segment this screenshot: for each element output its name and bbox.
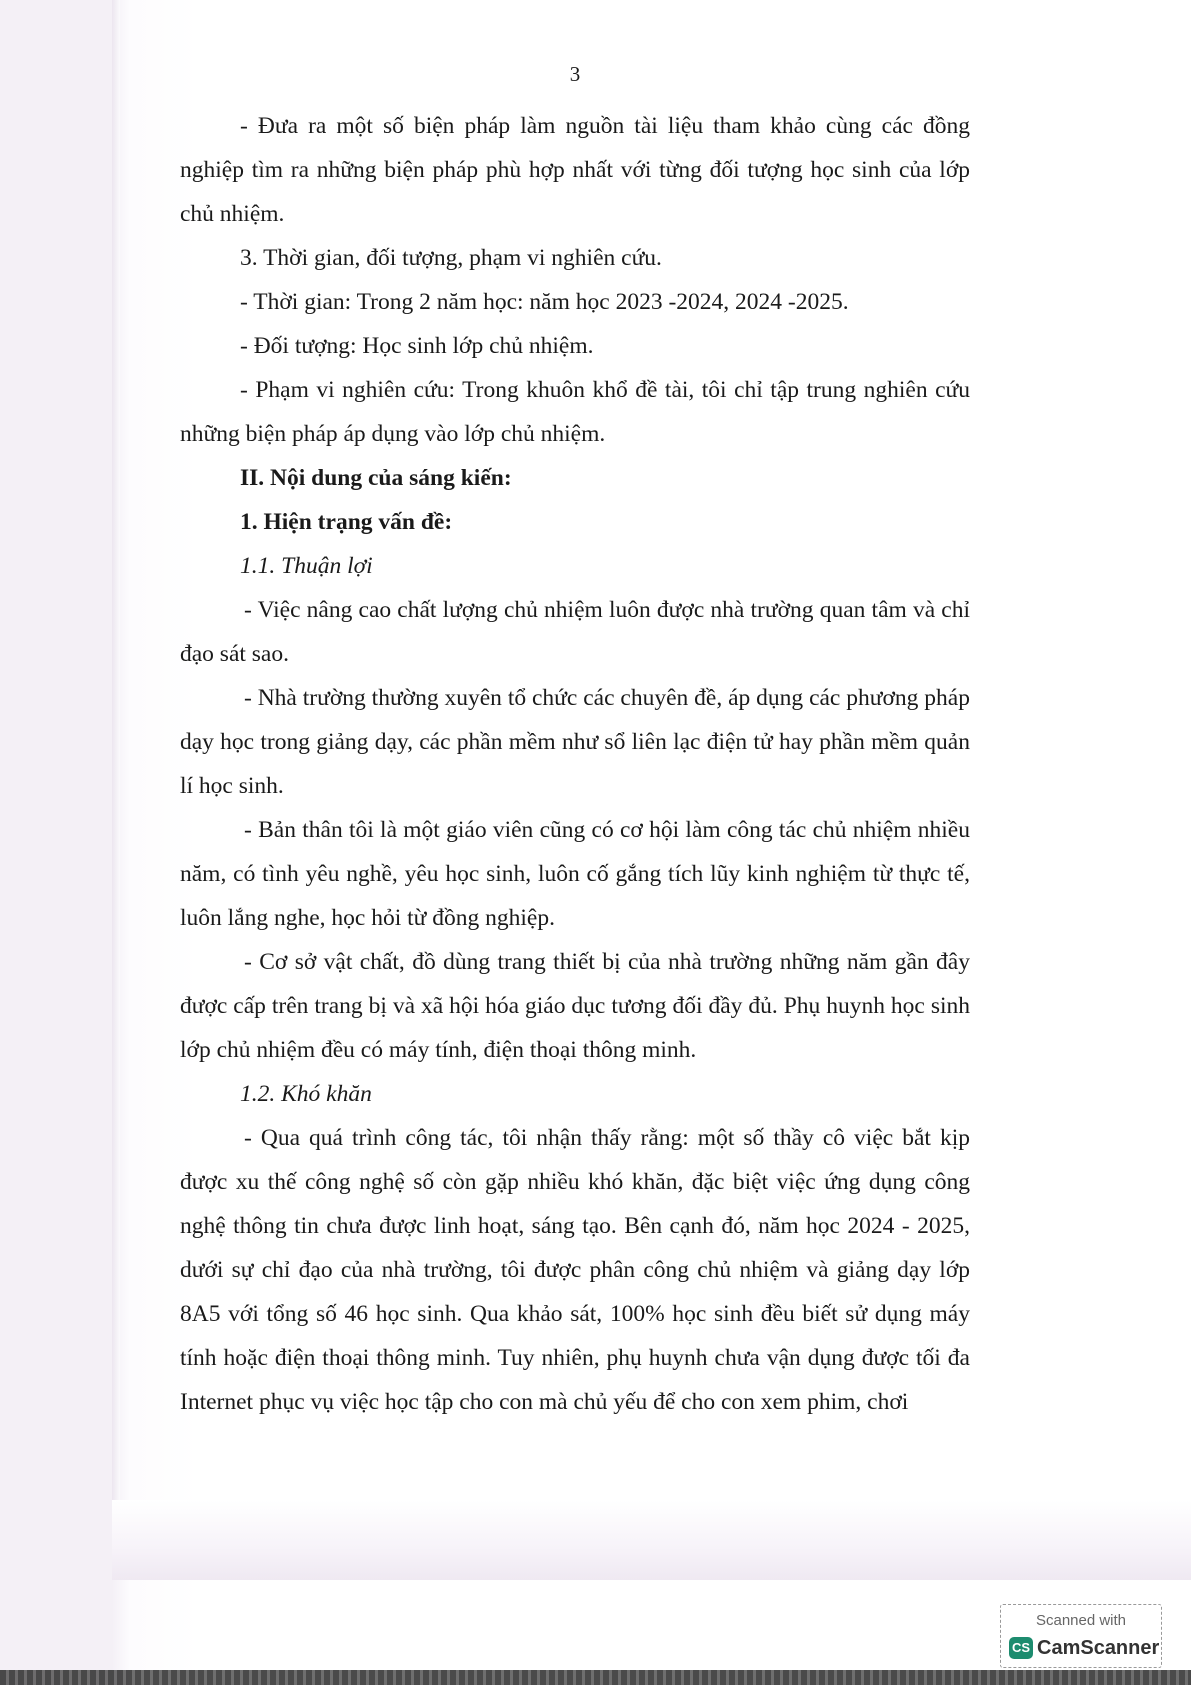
paragraph-advantage-3: - Bản thân tôi là một giáo viên cũng có cơ hội làm công tác chủ nhiệm nhiều năm, có tình yêu nghề, yêu học sinh, luôn cố gắng tích lũy kinh nghiệm từ thực tế, luôn lắng nghe, học hỏi từ đồng nghiệp. (180, 817, 970, 931)
camscanner-watermark (1000, 1604, 1162, 1668)
heading-scope: 3. Thời gian, đối tượng, phạm vi nghiên cứu. (240, 245, 662, 271)
paragraph-advantage-2: - Nhà trường thường xuyên tổ chức các chuyên đề, áp dụng các phương pháp dạy học trong giảng dạy, các phần mềm như sổ liên lạc điện tử hay phần mềm quản lí học sinh. (180, 685, 970, 799)
scan-bottom-shadow (112, 1500, 1191, 1580)
scan-bottom-edge (0, 1670, 1191, 1685)
paragraph-advantage-1: - Việc nâng cao chất lượng chủ nhiệm luôn được nhà trường quan tâm và chỉ đạo sát sao. (180, 597, 970, 667)
paragraph-purpose: - Đưa ra một số biện pháp làm nguồn tài liệu tham khảo cùng các đồng nghiệp tìm ra những biện pháp phù hợp nhất với từng đối tượng học sinh của lớp chủ nhiệm. (180, 113, 970, 227)
subsection-advantages: 1.1. Thuận lợi (240, 553, 373, 579)
paragraph-advantage-4: - Cơ sở vật chất, đồ dùng trang thiết bị của nhà trường những năm gần đây được cấp trên trang bị và xã hội hóa giáo dục tương đối đầy đủ. Phụ huynh học sinh lớp chủ nhiệm đều có máy tính, điện thoại thông minh. (180, 949, 970, 1063)
scan-left-edge (112, 0, 120, 1580)
subsection-difficulties: 1.2. Khó khăn (240, 1081, 372, 1107)
paragraph-difficulty-1: - Qua quá trình công tác, tôi nhận thấy rằng: một số thầy cô việc bắt kịp được xu thế công nghệ số còn gặp nhiều khó khăn, đặc biệt việc ứng dụng công nghệ thông tin chưa được linh hoạt, sáng tạo. Bên cạnh đó, năm học 2024 - 2025, dưới sự chỉ đạo của nhà trường, tôi được phân công chủ nhiệm và giảng dạy lớp 8A5 với tổng số 46 học sinh. Qua khảo sát, 100% học sinh đều biết sử dụng máy tính hoặc điện thoại thông minh. Tuy nhiên, phụ huynh chưa vận dụng được tối đa Internet phục vụ việc học tập cho con mà chủ yếu để cho con xem phim, chơi (180, 1125, 970, 1415)
camscanner-logo-icon: CS (1009, 1637, 1033, 1659)
page-number: 3 (569, 62, 581, 86)
subsection-heading: 1. Hiện trạng vấn đề: (240, 509, 453, 535)
watermark-brand: CamScanner (1037, 1637, 1160, 1659)
section-heading: II. Nội dung của sáng kiến: (240, 465, 512, 491)
paragraph-range: - Phạm vi nghiên cứu: Trong khuôn khổ đề tài, tôi chỉ tập trung nghiên cứu những biện pháp áp dụng vào lớp chủ nhiệm. (180, 377, 970, 447)
paragraph-subject: - Đối tượng: Học sinh lớp chủ nhiệm. (240, 333, 594, 359)
paragraph-time: - Thời gian: Trong 2 năm học: năm học 2023 -2024, 2024 -2025. (240, 289, 849, 315)
document-page (180, 60, 970, 1424)
watermark-caption: Scanned with (1035, 1612, 1127, 1629)
